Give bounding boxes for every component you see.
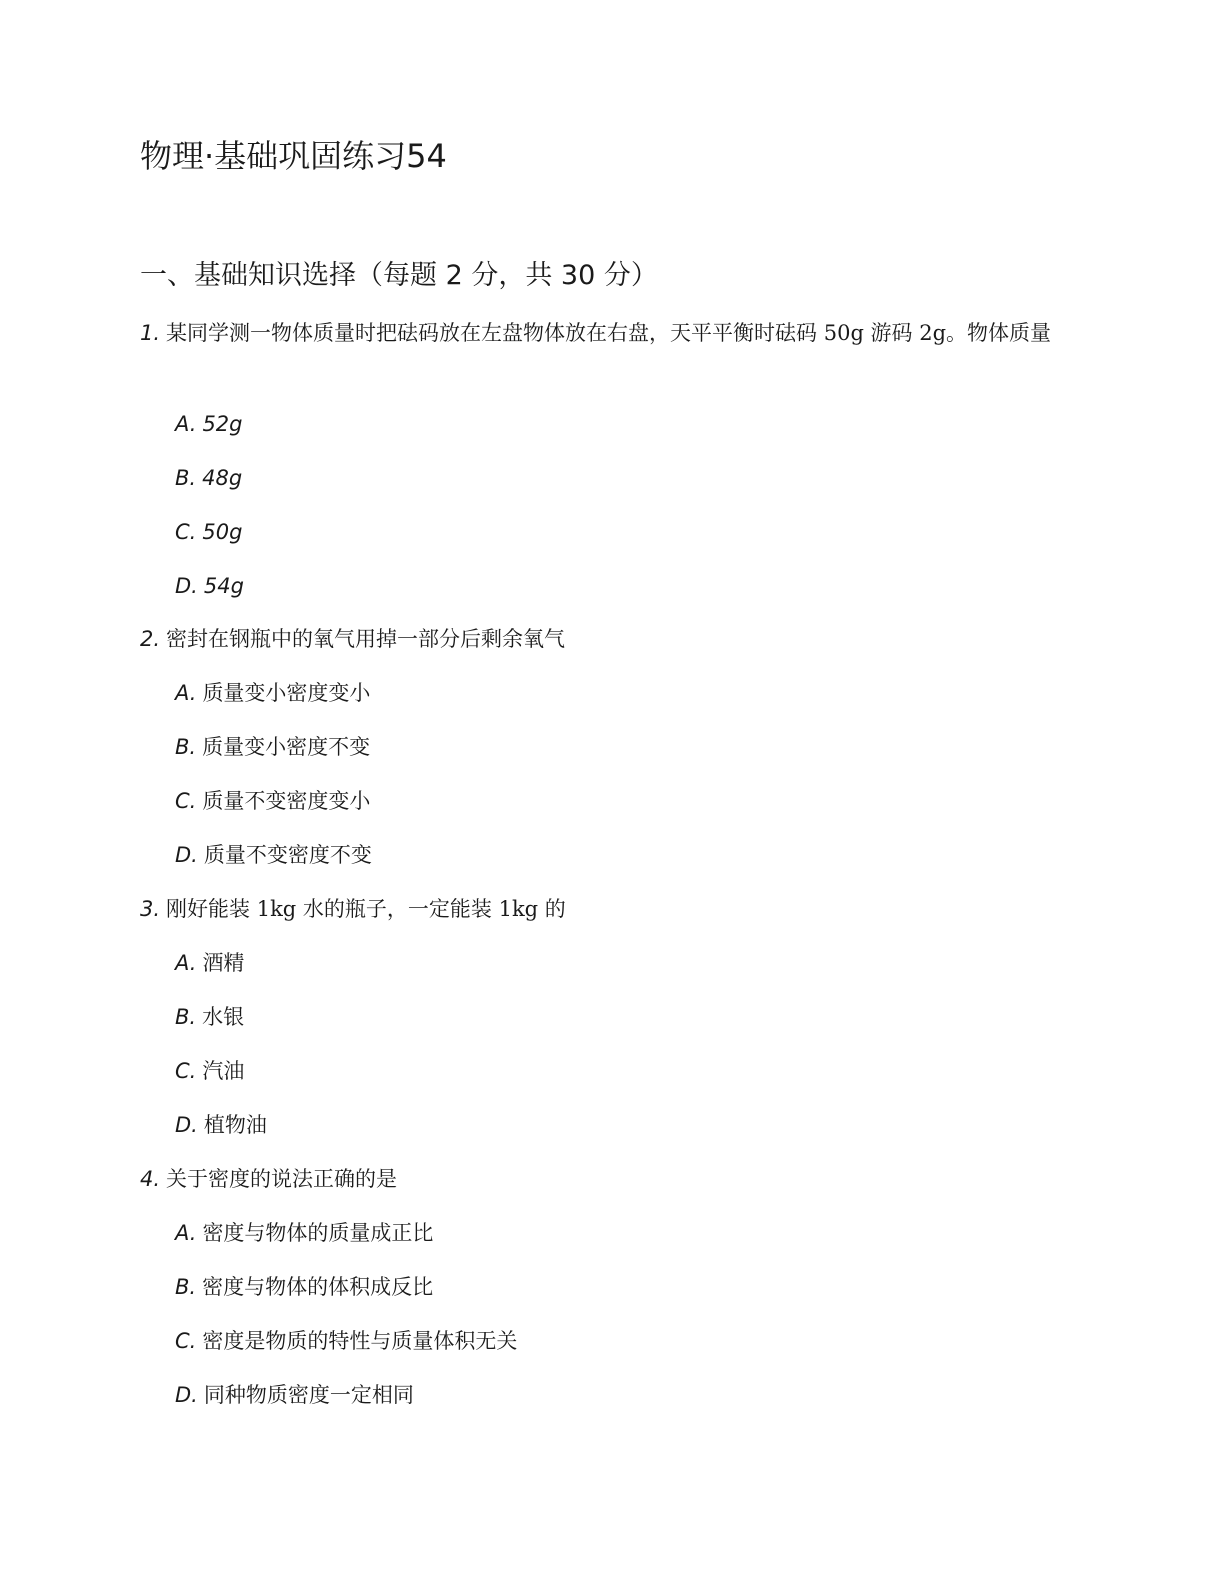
question-3-option-a [175, 947, 244, 979]
question-1-option-c [175, 516, 242, 548]
question-2-option-b [175, 731, 370, 763]
question-3-option-b [175, 1001, 244, 1033]
option-text: 52g [202, 412, 243, 436]
option-text: 48g [202, 466, 243, 490]
option-text: 密度是物质的特性与质量体积无关 [202, 1329, 518, 1353]
option-text: 汽油 [202, 1059, 245, 1083]
question-number: 2. [140, 627, 161, 651]
question-3-stem [140, 888, 1080, 930]
question-4-option-c [175, 1325, 517, 1357]
option-text: 密度与物体的质量成正比 [202, 1221, 434, 1245]
option-letter: A. [175, 951, 197, 975]
question-2-option-a [175, 677, 370, 709]
question-number: 1. [140, 321, 161, 345]
question-3-option-c [175, 1055, 244, 1087]
option-text: 同种物质密度一定相同 [203, 1383, 414, 1407]
option-letter: A. [175, 1221, 197, 1245]
question-number: 4. [140, 1167, 161, 1191]
question-1-option-a [175, 408, 243, 440]
option-letter: A. [175, 412, 197, 436]
question-text: 某同学测一物体质量时把砝码放在左盘物体放在右盘，天平平衡时砝码 50g 游码 2g。物体质量 [166, 321, 1052, 345]
question-1-option-d [175, 570, 244, 602]
option-text: 密度与物体的体积成反比 [202, 1275, 434, 1299]
option-letter: C. [175, 520, 197, 544]
option-text: 质量不变密度变小 [202, 789, 371, 813]
option-letter: D. [175, 843, 198, 867]
option-letter: A. [175, 681, 197, 705]
question-4-option-a [175, 1217, 433, 1249]
option-letter: B. [175, 1005, 197, 1029]
option-text: 酒精 [202, 951, 245, 975]
question-text: 密封在钢瓶中的氧气用掉一部分后剩余氧气 [166, 627, 566, 651]
section-title: 一、基础知识选择（每题 2 分，共 30 分） [140, 260, 658, 291]
question-4-stem [140, 1158, 1080, 1200]
option-letter: D. [175, 1113, 198, 1137]
option-letter: D. [175, 1383, 198, 1407]
question-2-stem [140, 618, 1080, 660]
option-text: 植物油 [203, 1113, 267, 1137]
question-number: 3. [140, 897, 161, 921]
option-text: 54g [203, 574, 244, 598]
option-letter: C. [175, 1329, 197, 1353]
question-1-stem [140, 312, 1080, 354]
option-text: 质量变小密度不变 [202, 735, 371, 759]
option-text: 水银 [202, 1005, 245, 1029]
question-3-option-d [175, 1109, 267, 1141]
question-text: 刚好能装 1kg 水的瓶子，一定能装 1kg 的 [166, 897, 566, 921]
option-text: 质量不变密度不变 [203, 843, 372, 867]
question-4-option-b [175, 1271, 433, 1303]
page-title: 物理·基础巩固练习54 [140, 137, 447, 175]
option-letter: C. [175, 789, 197, 813]
option-letter: D. [175, 574, 198, 598]
question-2-option-d [175, 839, 372, 871]
option-text: 50g [202, 520, 243, 544]
option-text: 质量变小密度变小 [202, 681, 371, 705]
option-letter: C. [175, 1059, 197, 1083]
question-1-option-b [175, 462, 242, 494]
option-letter: B. [175, 466, 197, 490]
question-text: 关于密度的说法正确的是 [166, 1167, 398, 1191]
question-4-option-d [175, 1379, 414, 1411]
option-letter: B. [175, 735, 197, 759]
option-letter: B. [175, 1275, 197, 1299]
question-2-option-c [175, 785, 370, 817]
